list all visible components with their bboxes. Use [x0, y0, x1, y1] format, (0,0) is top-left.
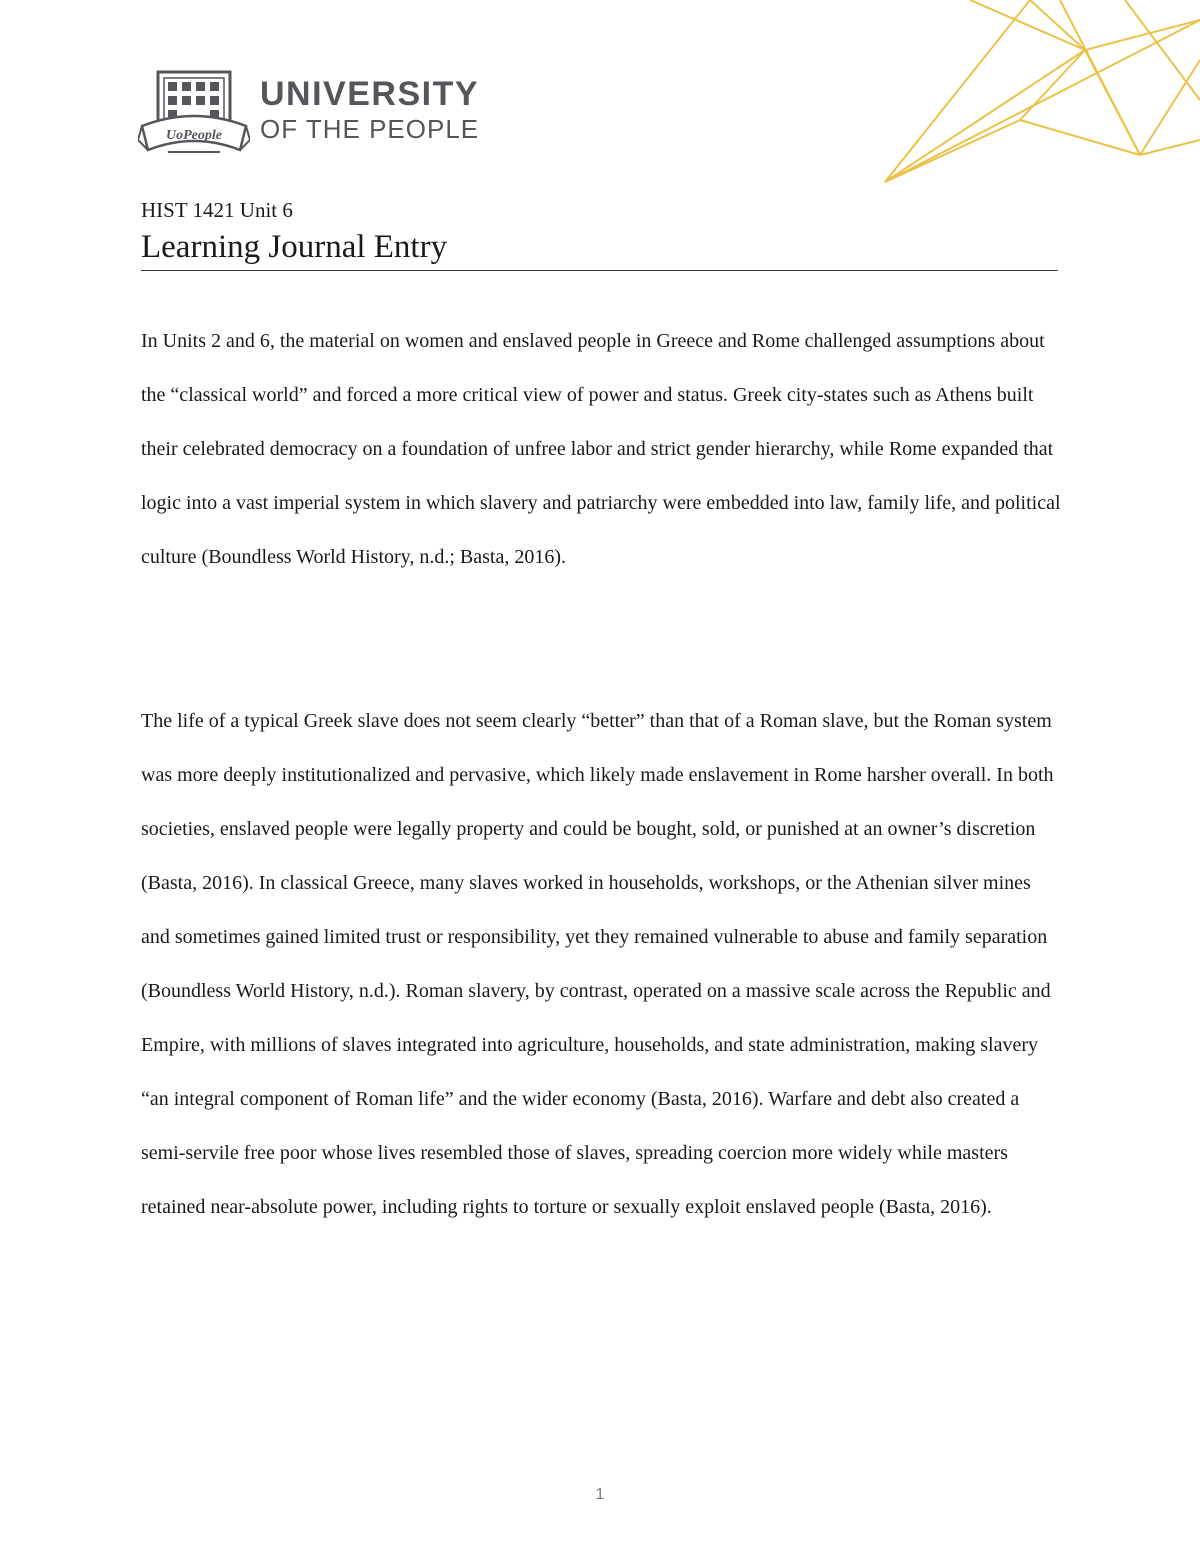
- logo-line2: OF THE PEOPLE: [260, 114, 480, 144]
- decorative-geometric-lines: [870, 0, 1200, 200]
- paragraph-1: In Units 2 and 6, the material on women and enslaved people in Greece and Rome challenged assumptions about the “classical world” and forced a more critical view of power and status. Greek city-states such as Athens built their celebrated democracy on a foundation of unfree labor and strict gender hierarchy, while Rome expanded that logic into a vast imperial system in which slavery and patriarchy were embedded into law, family life, and political culture (Boundless World History, n.d.; Basta, 2016).: [141, 330, 1061, 568]
- page-title: Learning Journal Entry: [141, 229, 448, 265]
- logo-wordmark: [260, 76, 479, 146]
- logo-line1: UNIVERSITY: [260, 75, 480, 113]
- uopeople-emblem-icon: [138, 66, 250, 162]
- university-logo: [138, 66, 498, 162]
- course-code: HIST 1421 Unit 6: [141, 198, 293, 222]
- title-divider: [141, 270, 1058, 271]
- emblem-text: UoPeople: [166, 128, 222, 143]
- paragraph-2: The life of a typical Greek slave does not seem clearly “better” than that of a Roman slave, but the Roman system was more deeply institutionalized and pervasive, which likely made enslavement in Rome harsher overall. In both societies, enslaved people were legally property and could be bought, sold, or punished at an owner’s discretion (Basta, 2016). In classical Greece, many slaves worked in households, workshops, or the Athenian silver mines and sometimes gained limited trust or responsibility, yet they remained vulnerable to abuse and family separation (Boundless World History, n.d.). Roman slavery, by contrast, operated on a massive scale across the Republic and Empire, with millions of slaves integrated into agriculture, households, and state administration, making slavery “an integral component of Roman life” and the wider economy (Basta, 2016). Warfare and debt also created a semi-servile free poor whose lives resembled those of slaves, spreading coercion more widely while masters retained near-absolute power, including rights to torture or sexually exploit enslaved people (Basta, 2016).: [141, 710, 1054, 1218]
- page-number: 1: [595, 1486, 605, 1503]
